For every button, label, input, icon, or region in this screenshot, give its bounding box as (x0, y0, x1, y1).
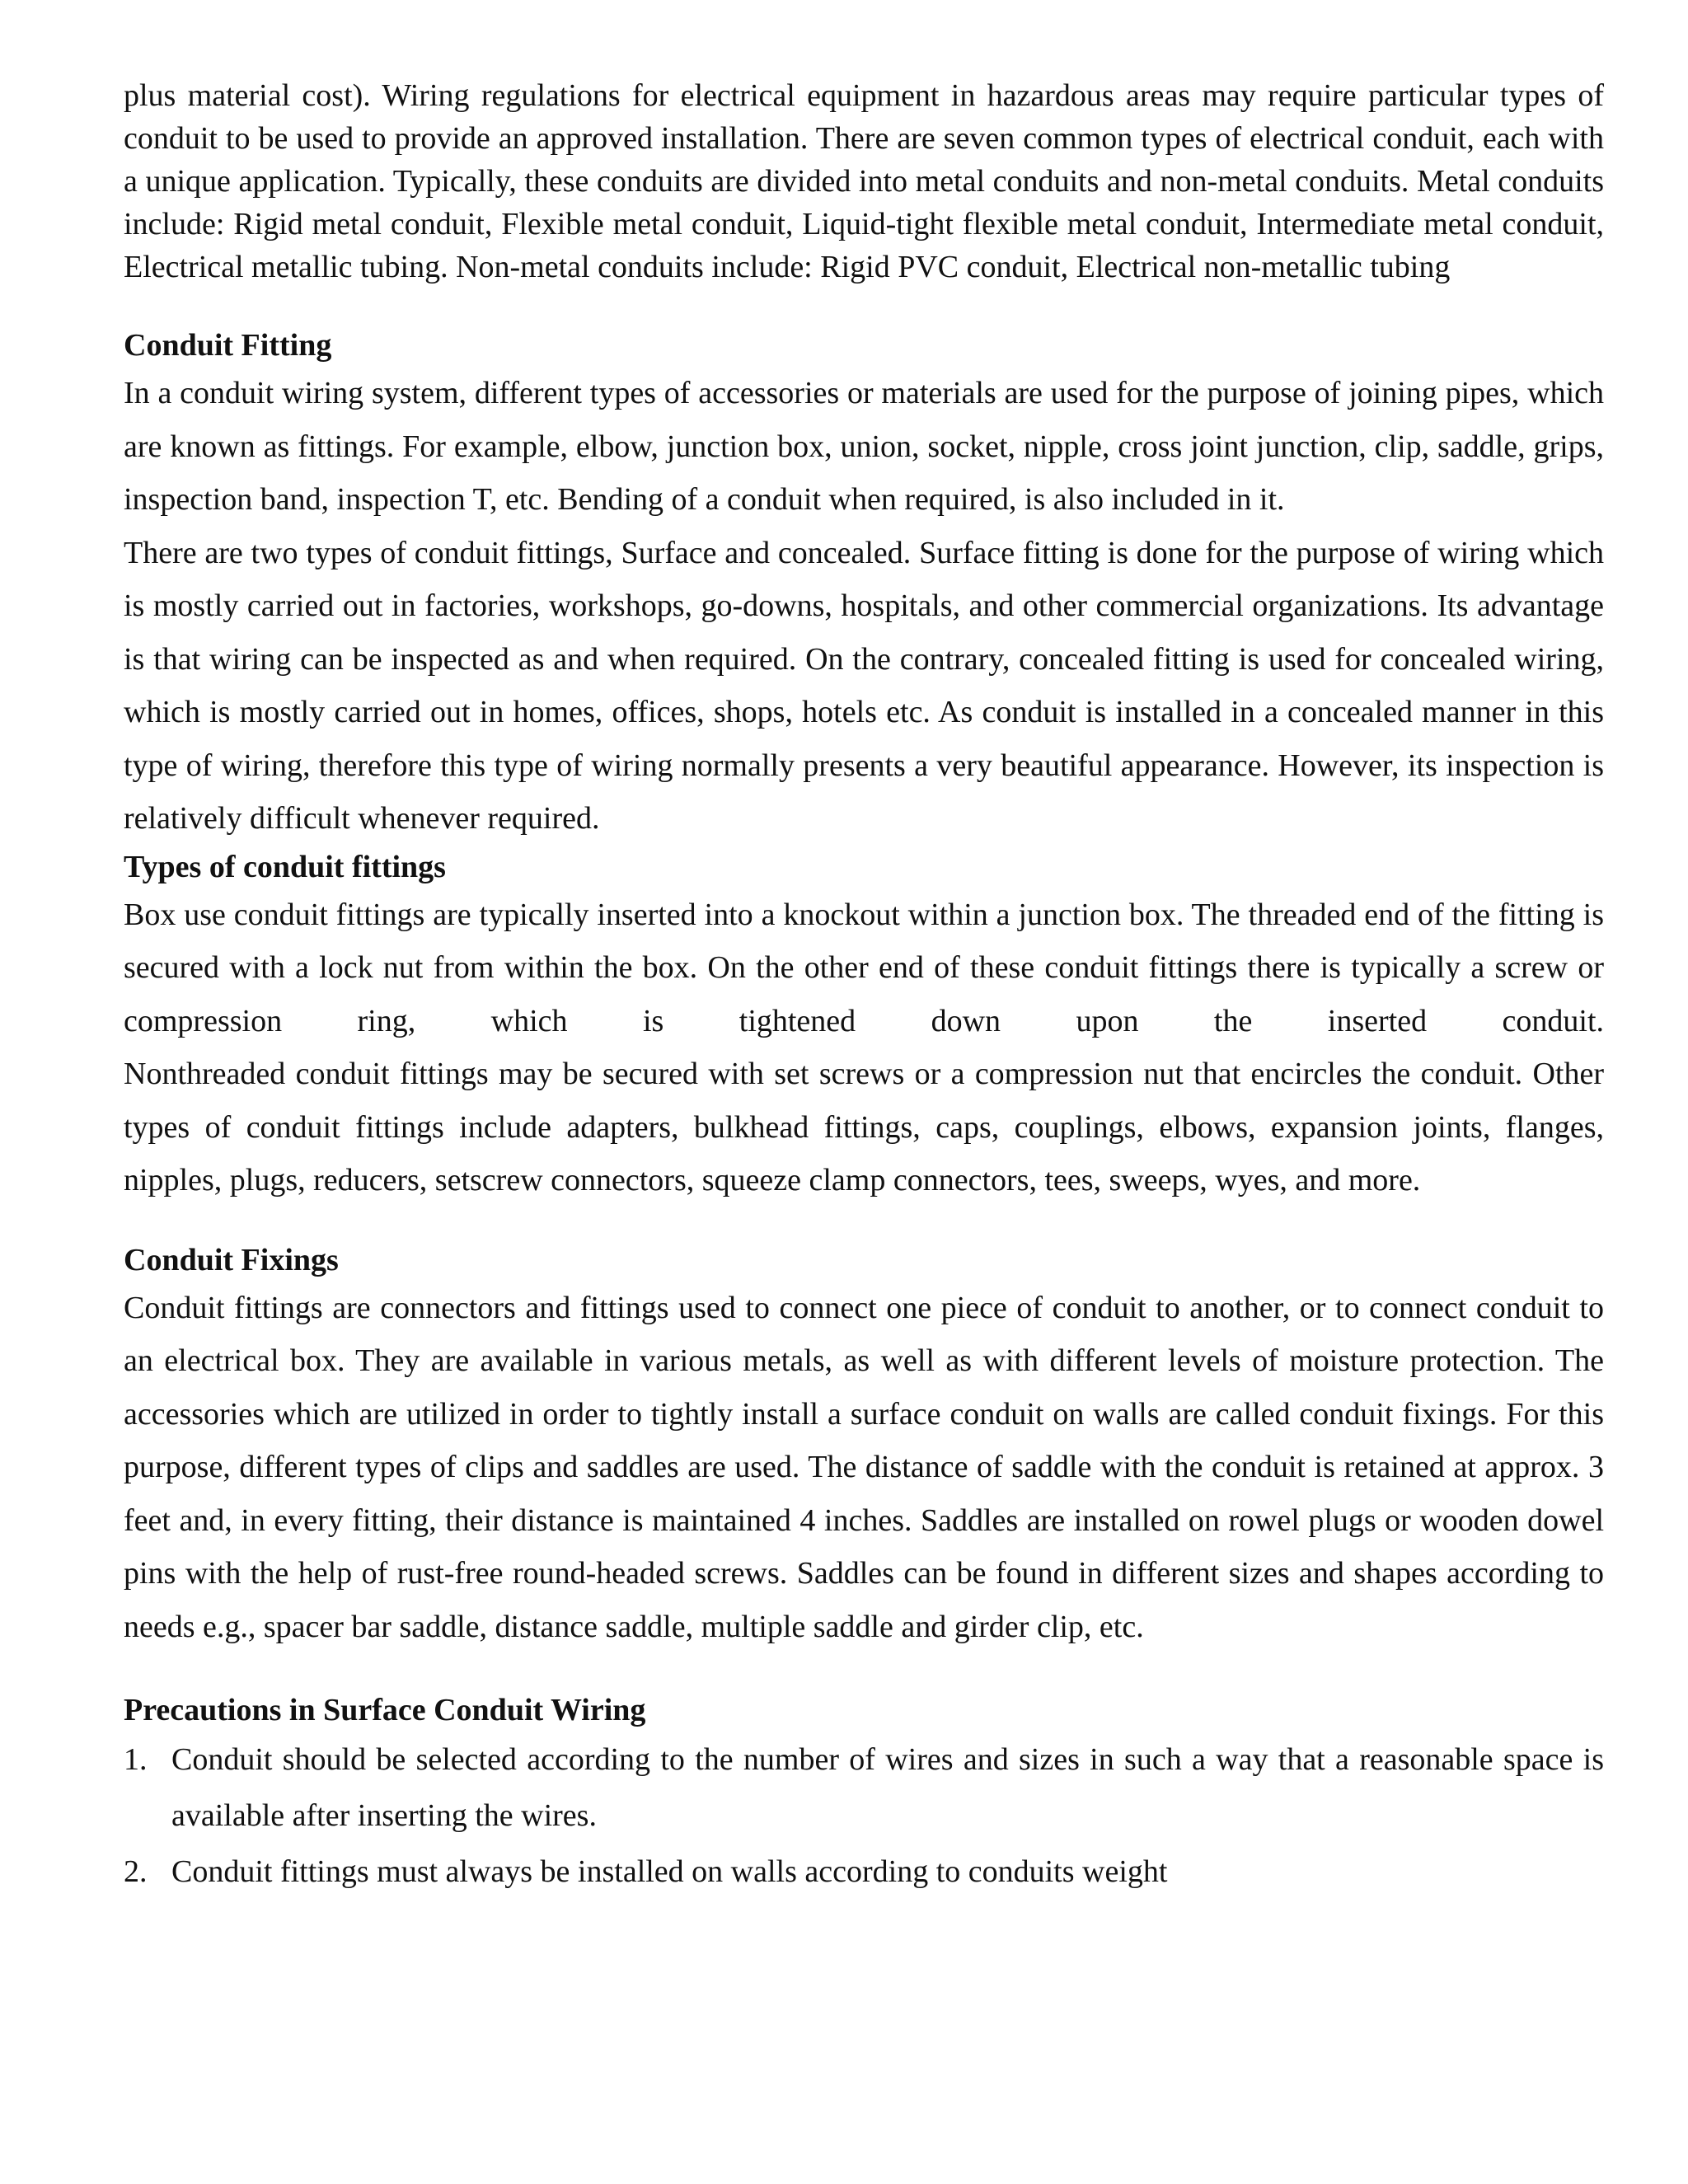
spacer (124, 1653, 1604, 1689)
heading-conduit-fixings: Conduit Fixings (124, 1242, 339, 1277)
precautions-list (124, 1732, 1604, 1900)
list-item-number: 1. (124, 1742, 148, 1777)
intro-paragraph: plus material cost). Wiring regulations for electrical equipment in hazardous areas may require particular types of conduit to be used to provide an approved installation. There are seven common types of electrical conduit, each with a unique application. Typically, these conduits are divided into metal conduits and non-metal conduits. Metal conduits include: Rigid metal conduit, Flexible metal conduit, Liquid-tight flexible metal conduit, Intermediate metal conduit, Electrical metallic tubing. Non-metal conduits include: Rigid PVC conduit, Electrical non-metallic tubing (124, 78, 1604, 284)
list-item (124, 1844, 1604, 1900)
list-item (124, 1732, 1604, 1844)
spacer (124, 1207, 1604, 1239)
spacer (124, 288, 1604, 324)
conduit-fitting-paragraph-1: In a conduit wiring system, different types of accessories or materials are used for the purpose of joining pipes, which are known as fittings. For example, elbow, junction box, union, socket, nipple, cross joint junction, clip, saddle, grips, inspection band, inspection T, etc. Bending of a conduit when required, is also included in it. (124, 376, 1604, 517)
types-paragraph-1: Box use conduit fittings are typically inserted into a knockout within a junction box. The threaded end of the fitting is secured with a lock nut from within the box. On the other end of these conduit fittings there is typically a screw or compression ring, which is tightened down upon the inserted conduit. (124, 897, 1604, 1038)
heading-precautions: Precautions in Surface Conduit Wiring (124, 1693, 646, 1727)
conduit-fitting-paragraph-2: There are two types of conduit fittings, Surface and concealed. Surface fitting is done for the purpose of wiring which is mostly carried out in factories, workshops, go-downs, hospitals, and other commercial organizations. Its advantage is that wiring can be inspected as and when required. On the contrary, concealed fitting is used for concealed wiring, which is mostly carried out in homes, offices, shops, hotels etc. As conduit is installed in a concealed manner in this type of wiring, therefore this type of wiring normally presents a very beautiful appearance. However, its inspection is relatively difficult whenever required. (124, 535, 1604, 836)
document-page (124, 74, 1604, 1900)
list-item-text: Conduit should be selected according to the number of wires and sizes in such a way that a reasonable space is available after inserting the wires. (171, 1742, 1604, 1833)
list-item-text: Conduit fittings must always be installed on walls according to conduits weight (171, 1854, 1168, 1889)
conduit-fixings-paragraph: Conduit fittings are connectors and fittings used to connect one piece of conduit to another, or to connect conduit to an electrical box. They are available in various metals, as well as with different levels of moisture protection. The accessories which are utilized in order to tightly install a surface conduit on walls are called conduit fixings. For this purpose, different types of clips and saddles are used. The distance of saddle with the conduit is retained at approx. 3 feet and, in every fitting, their distance is maintained 4 inches. Saddles are installed on rowel plugs or wooden dowel pins with the help of rust-free round-headed screws. Saddles can be found in different sizes and shapes according to needs e.g., spacer bar saddle, distance saddle, multiple saddle and girder clip, etc. (124, 1290, 1604, 1644)
types-paragraph-2: Nonthreaded conduit fittings may be secured with set screws or a compression nut that encircles the conduit. Other types of conduit fittings include adapters, bulkhead fittings, caps, couplings, elbows, expansion joints, flanges, nipples, plugs, reducers, setscrew connectors, squeeze clamp connectors, tees, sweeps, wyes, and more. (124, 1057, 1604, 1197)
list-item-number: 2. (124, 1854, 148, 1889)
heading-types-of-conduit-fittings: Types of conduit fittings (124, 849, 446, 884)
heading-conduit-fitting: Conduit Fitting (124, 328, 332, 363)
